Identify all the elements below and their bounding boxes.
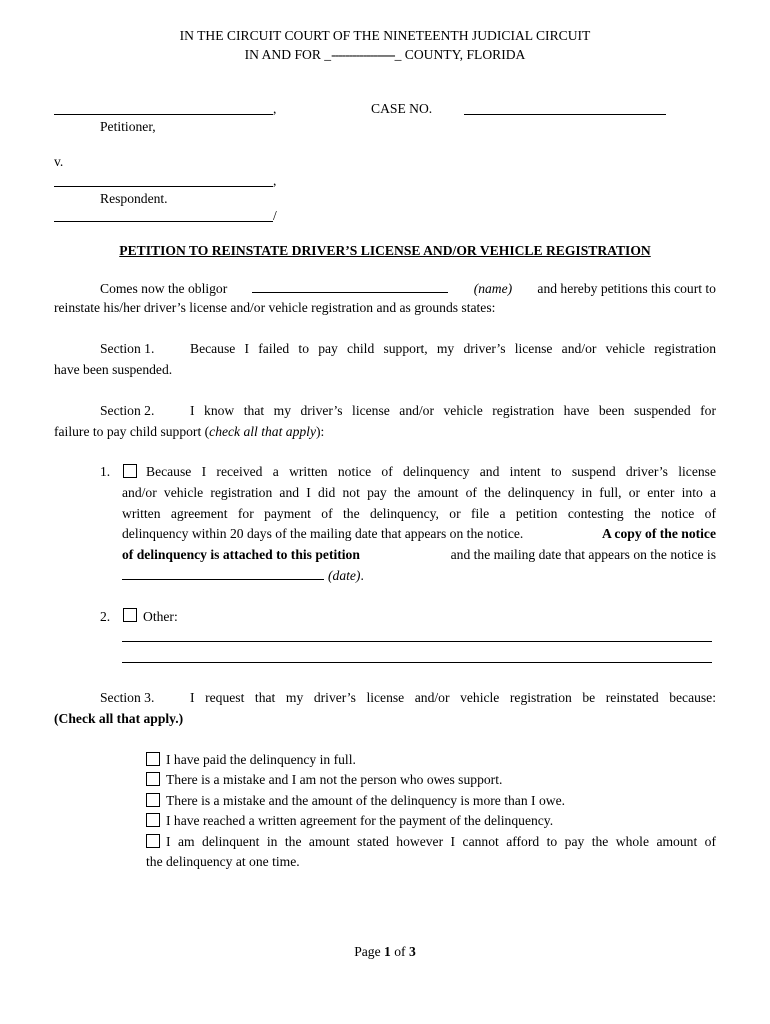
versus-label: v. <box>54 154 64 169</box>
mailing-date-blank[interactable] <box>122 567 324 580</box>
other-reason-line2[interactable] <box>122 662 712 663</box>
county-blank[interactable]: ------------------ <box>331 47 395 62</box>
option1-checkbox[interactable] <box>146 752 160 766</box>
option4-label: I have reached a written agreement for the payment of the delinquency. <box>166 813 554 828</box>
option5-checkbox[interactable] <box>146 834 160 848</box>
option3-checkbox[interactable] <box>146 793 160 807</box>
item1-line4: delinquency within 20 days of the mailing date that appears on the notice. A copy of the notice <box>122 526 716 541</box>
petitioner-name-line[interactable] <box>54 114 273 115</box>
item2-checkbox[interactable] <box>123 608 137 622</box>
petitioner-comma: , <box>273 101 277 116</box>
intro-line1: Comes now the obligor (name) and hereby petitions this court to <box>100 281 716 296</box>
respondent-comma: , <box>273 173 277 188</box>
petition-title: PETITION TO REINSTATE DRIVER’S LICENSE AND/OR VEHICLE REGISTRATION <box>119 243 651 258</box>
item1-line3: written agreement for payment of the delinquency, or file a petition contesting the notice of <box>122 506 716 521</box>
intro-line2: reinstate his/her driver’s license and/or vehicle registration and as grounds states: <box>54 300 496 315</box>
petitioner-label: Petitioner, <box>100 119 156 134</box>
court-header-line1: IN THE CIRCUIT COURT OF THE NINETEENTH JUDICIAL CIRCUIT <box>179 28 591 43</box>
item1-line1: Because I received a written notice of delinquency and intent to suspend driver’s license <box>146 464 716 479</box>
page-footer: Page 1 of 3 <box>354 944 416 959</box>
caption-closing-slash: / <box>273 208 277 223</box>
case-number-line[interactable] <box>464 114 666 115</box>
item1-line5: of delinquency is attached to this petition and the mailing date that appears on the notice is <box>122 547 716 562</box>
case-no-label: CASE NO. <box>371 101 433 116</box>
item2-label: Other: <box>143 609 178 624</box>
option5-label: I am delinquent in the amount stated however I cannot afford to pay the whole amount of <box>166 834 716 849</box>
section2-label: Section 2. <box>100 403 155 418</box>
court-header-line2: IN AND FOR _------------------_ COUNTY, FLORIDA <box>244 47 526 62</box>
item2-number: 2. <box>100 609 111 624</box>
section2-line2: failure to pay child support (check all that apply): <box>54 424 325 439</box>
section1-label: Section 1. <box>100 341 155 356</box>
item1-checkbox[interactable] <box>123 464 137 478</box>
respondent-label: Respondent. <box>100 191 168 206</box>
option1-label: I have paid the delinquency in full. <box>166 752 356 767</box>
caption-closing-line <box>54 221 273 222</box>
option2-checkbox[interactable] <box>146 772 160 786</box>
section3-line1: I request that my driver’s license and/or vehicle registration be reinstated because: <box>190 690 716 705</box>
other-reason-line1[interactable] <box>122 641 712 642</box>
section1-line1: Because I failed to pay child support, my driver’s license and/or vehicle registration <box>190 341 716 356</box>
section1-line2: have been suspended. <box>54 362 173 377</box>
section3-label: Section 3. <box>100 690 155 705</box>
option4-checkbox[interactable] <box>146 813 160 827</box>
option3-label: There is a mistake and the amount of the delinquency is more than I owe. <box>166 793 566 808</box>
item1-line2: and/or vehicle registration and I did not pay the amount of the delinquency in full, or enter into a <box>122 485 716 500</box>
item1-number: 1. <box>100 464 111 479</box>
option5-continuation: the delinquency at one time. <box>146 854 300 869</box>
respondent-name-line[interactable] <box>54 186 273 187</box>
section2-line1: I know that my driver’s license and/or vehicle registration have been suspended for <box>190 403 716 418</box>
item1-line6: (date). <box>122 567 364 584</box>
obligor-name-blank[interactable] <box>252 280 448 293</box>
option2-label: There is a mistake and I am not the person who owes support. <box>166 772 503 787</box>
section3-line2: (Check all that apply.) <box>54 711 184 726</box>
